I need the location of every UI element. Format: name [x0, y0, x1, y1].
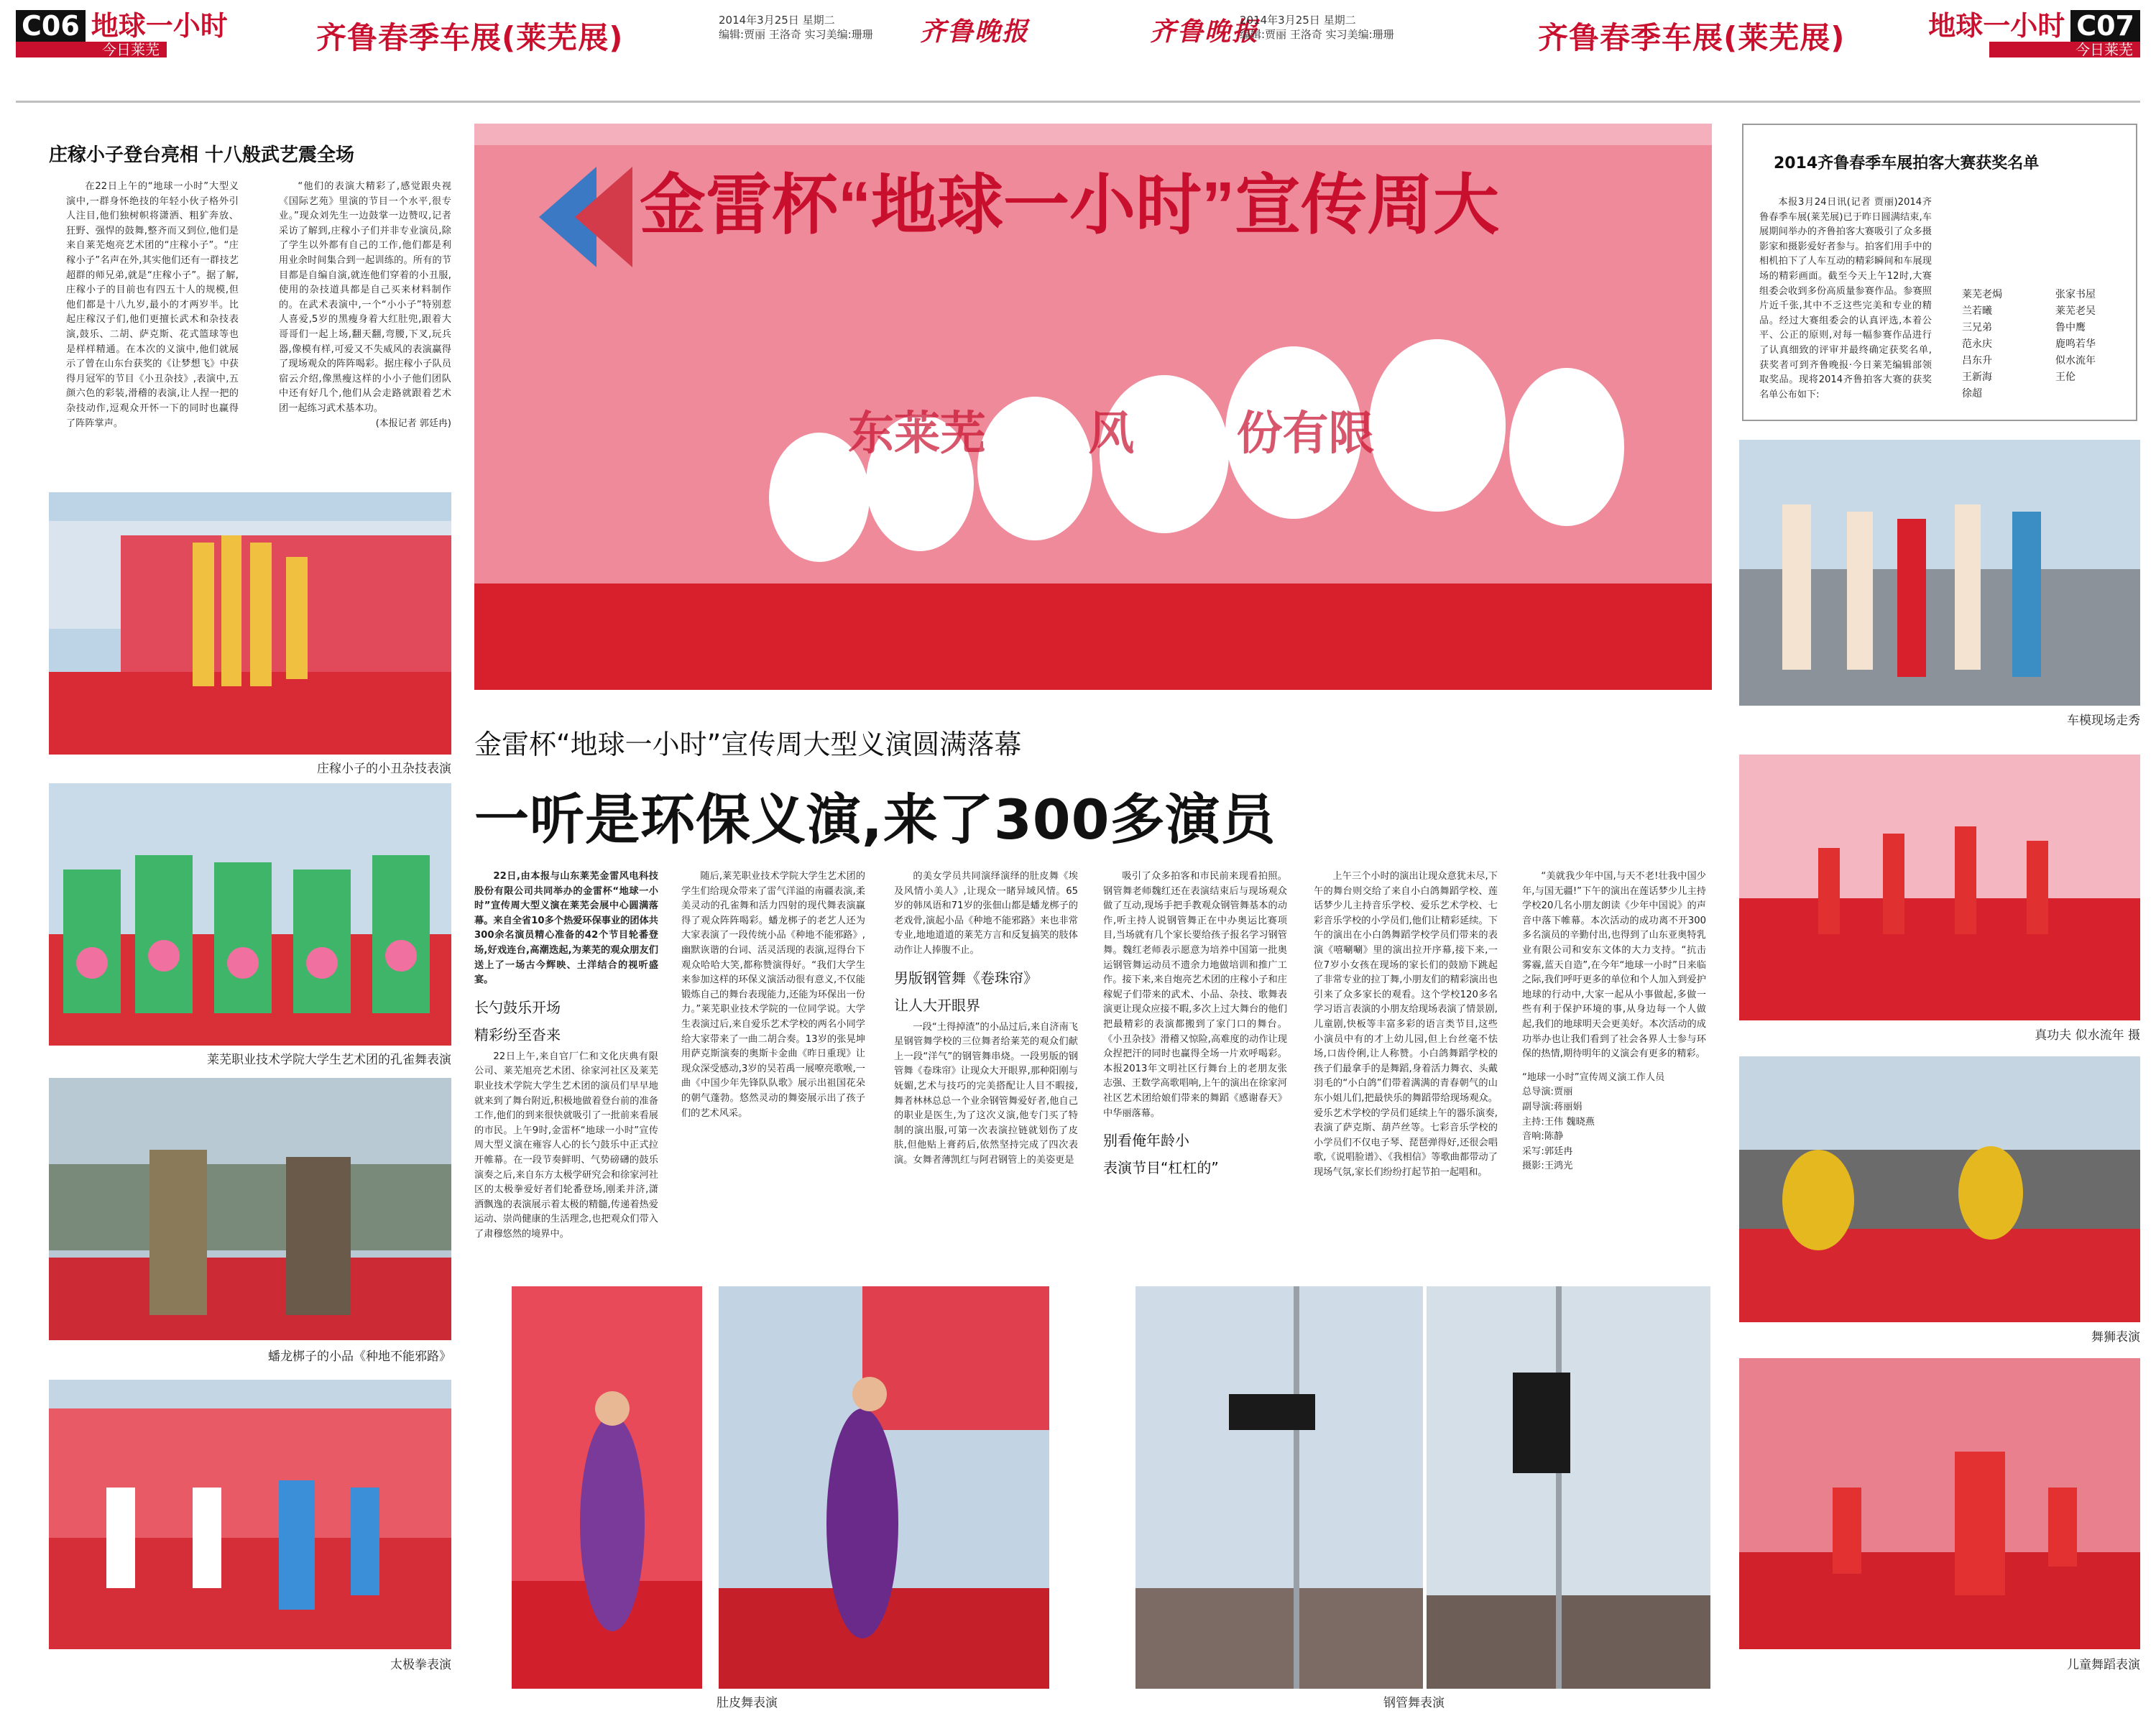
- caption-pole-dance: 钢管舞表演: [1383, 1696, 1445, 1710]
- left-meta-editors: 编辑:贾丽 王洛奇 实习美编:珊珊: [719, 28, 873, 41]
- award-names: [1962, 287, 2120, 402]
- right-page-number: C07: [2070, 10, 2140, 42]
- left-section-title: 齐鲁春季车展(莱芜展): [316, 20, 624, 55]
- left-story-headline: 庄稼小子登台亮相 十八般武艺震全场: [49, 144, 355, 166]
- right-page-name: 地球一小时: [1928, 10, 2065, 42]
- award-name: [2055, 387, 2120, 402]
- left-story-col1: [66, 180, 239, 481]
- photo-taichi: [49, 1380, 451, 1649]
- photo-kids-dance: [1739, 1358, 2140, 1649]
- photo-pole-dance-2: [1427, 1286, 1710, 1689]
- award-name: 吕东升: [1962, 355, 1992, 366]
- main-story-col2: [681, 870, 865, 1272]
- left-story-col2: [279, 180, 451, 481]
- award-title: 2014齐鲁春季车展拍客大赛获奖名单: [1774, 155, 2040, 172]
- award-name: 范永庆: [1962, 338, 1992, 350]
- caption-peacock-dance: 莱芜职业技术学院大学生艺术团的孔雀舞表演: [207, 1053, 451, 1067]
- caption-clown-acrobatics: 庄稼小子的小丑杂技表演: [317, 762, 451, 776]
- newspaper-logo-left: 齐鲁晚报: [920, 17, 1030, 47]
- right-meta-date: 2014年3月25日 星期二: [1240, 14, 1356, 27]
- main-story-col6-text: “美就我少年中国,与天不老!壮我中国少年,与国无疆!”下午的演出在莲话梦少儿主持学校20几名小朋友朗读《少年中国说》的声音中落下帷幕。本次活动的成功离不开300多名演员的辛勤付出,也得到了山东亚奥特乳业有限公司和安东文体的大力支持。“抗击雾霾,蓝天自造”,在今年“地球一小时”日来临之际,我们呼吁更多的单位和个人加入到爱护地球的行动中,大家一起从小事做起,多做一些有利于保护环境的事,从身边每一个人做起,我们的地球明天会更美好。本次活动的成功举办也让我们看到了社会各界人士参与环保的热情,期待明年的义演会有更多的精彩。: [1522, 871, 1706, 1060]
- award-name: 似水流年: [2055, 355, 2096, 366]
- main-story-col2-text: 随后,莱芜职业技术学院大学生艺术团的学生们给现众带来了雷气洋溢的南疆表演,柔美灵动的孔雀舞和活力四射的现代舞表演赢得了观众阵阵喝彩。蟠龙梆子的老艺人还为大家表演了一段传统小品《种地不能邪路》,幽默诙谐的台词、活灵活现的表演,逗得台下观众哈哈大笑,都称赞演得好。“我们大学生来参加这样的环保义演活动很有意义,不仅能锻炼自己的舞台表现能力,还能为环保出一份力。”莱芜职业技术学院的一位同学说。大学生表演过后,来自爱乐艺术学校的两名小同学给大家带来了一曲二胡合奏。13岁的张晃坤用萨克斯演奏的奥斯卡金曲《昨日重现》让现众深受感动,3岁的吴若禹一展嘹亮歌喉,一曲《中国少年先锋队队歌》展示出祖国花朵的朝气蓬勃。悠然灵动的舞姿展示出了孩子们的艺术风采。: [681, 871, 865, 1119]
- photo-skit: [49, 1078, 451, 1340]
- main-story-kicker: 金雷杯“地球一小时”宣传周大型义演圆满落幕: [474, 729, 1022, 760]
- main-story-col3-text: 的美女学员共同演绎演绎的肚皮舞《埃及风情小美人》,让现众一睹异域风情。65岁的韩凤语和71岁的张佃山都是蟠龙梆子的老戏骨,演起小品《种地不能邪路》来也非常专业,地地道道的莱芜方言和反复搞笑的肢体动作让人捧腹不止。: [894, 871, 1078, 956]
- caption-belly-dance: 肚皮舞表演: [717, 1696, 778, 1710]
- award-name: 莱芜老焗: [1962, 289, 2002, 300]
- staff-item: 副导演:蒋丽娟: [1522, 1101, 1583, 1112]
- left-story-col1-text: 在22日上午的“地球一小时”大型义演中,一群身怀绝技的年轻小伙子格外引人注目,他们独树帜将潇洒、粗犷奔放、狂野、强悍的鼓舞,整齐而又到位,他们是来自莱芜炮亮艺术团的“庄稼小子”。“庄稼小子”名声在外,其实他们还有一群技艺超群的师兄弟,就是“庄稼小子”。据了解,庄稼小子的目前也有四五十人的规模,但他们都是十八九岁,最小的才两岁半。比起庄稼汉子们,他们更擅长武术和杂技表演,鼓乐、二胡、萨克斯、花式篮球等也是样样精通。在本次的义演中,他们就展示了曾在山东台获奖的《让梦想飞》中获得月冠军的节目《小丑杂技》,表演中,五颜六色的彩装,滑稽的表演,让人捏一把的杂技动作,逗观众开怀一下的同时也赢得了阵阵掌声。: [66, 181, 239, 429]
- main-story-col1b-text: 22日上午,来自官厂仁和文化庆典有限公司、莱芜旭亮艺术团、徐家河社区及莱芜职业技术学院大学生艺术团的演员们早早地就来到了舞台附近,积极地做着登台前的准备工作,他们的到来很快就吸引了一批前来看展的市民。上午9时,金雷杯“地球一小时”宣传周大型义演在雍容人心的长勺鼓乐中正式拉开帷幕。在一段节奏鲜明、气势磅礴的鼓乐演奏之后,来自东方太极学研究会和徐家河社区的太极拳爱好者们轮番登场,刚柔并济,潇洒飘逸的表演展示着太极的精髓,传递着热爱运动、崇尚健康的生活理念,也把观众们带入了肃穆悠然的境界中。: [474, 1051, 658, 1240]
- caption-skit: 蟠龙梆子的小品《种地不能邪路》: [268, 1350, 451, 1364]
- main-story-subhead1: 长勺鼓乐开场: [474, 998, 561, 1016]
- photo-belly-dance-1: [512, 1286, 702, 1689]
- award-text: [1759, 195, 1932, 411]
- left-story-byline: (本报记者 郭廷冉): [375, 418, 451, 429]
- main-story-col5: [1314, 870, 1498, 1272]
- left-page-tag: [16, 10, 228, 57]
- main-photo-banner-sub: 东莱芜 风 份有限: [848, 407, 1375, 459]
- main-story-col4: [1103, 870, 1287, 1272]
- award-name: 莱芜老吴: [2055, 305, 2096, 317]
- caption-taichi: 太极拳表演: [390, 1658, 451, 1672]
- right-page-subtitle: 今日莱芜: [1989, 42, 2140, 57]
- staff-item: 摄影:王鸿光: [1522, 1161, 1573, 1172]
- award-text-body: 本报3月24日讯(记者 贾丽)2014齐鲁春季车展(莱芜展)已于昨日圆满结束,车展期间举办的齐鲁拍客大赛吸引了众多摄影家和摄影爱好者参与。拍客们用手中的相机拍下了人车互动的精彩瞬间和车展现场的精彩画面。截至今天上午12时,大赛组委会收到多份高质量参赛作品。参赛照片近千张,其中不乏这些完美和专业的精品。经过大赛组委会的认真评选,本着公平、公正的原则,对每一幅参赛作品进行了认真细致的评审并最终确定获奖名单,获奖者可到齐鲁晚报·今日莱芜编辑部领取奖品。现将2014齐鲁拍客大赛的获奖名单公布如下:: [1759, 197, 1932, 400]
- right-meta: [1240, 13, 1394, 42]
- right-meta-editors: 编辑:贾丽 王洛奇 实习美编:珊珊: [1240, 28, 1394, 41]
- award-name: 张家书屋: [2055, 289, 2096, 300]
- staff-title: “地球一小时”宣传周义演工作人员: [1522, 1071, 1665, 1083]
- main-story-subhead2b: 让人大开眼界: [894, 996, 980, 1014]
- left-page-number: C06: [16, 10, 86, 42]
- award-name: 王伦: [2055, 372, 2076, 383]
- caption-kids-dance: 儿童舞蹈表演: [2067, 1658, 2140, 1672]
- award-name: 三兄弟: [1962, 322, 1992, 333]
- main-story-col5-text: 上午三个小时的演出让现众意犹未尽,下午的舞台则交给了来自小白鸽舞蹈学校、莲话梦少儿主持音乐学校、爱乐艺术学校、七彩音乐学校的小学员们,他们让精彩延续。下午的演出在小白鸽舞蹈学校学员们带来的表演《嘻唰唰》里的演出拉开序幕,接下来,一位7岁小女孩在现场的家长们的鼓励下跳起了非常专业的拉丁舞,小朋友们的精彩演出也引来了众多家长的观看。这个学校120多名学习语言表演的小朋友给现场表演了情景剧,儿童剧,快板等丰富多彩的语言类节目,这些小演员中有的才上幼儿园,但上台丝毫不怯场,口齿伶俐,让人称赞。小白鸽舞蹈学校的孩子们最拿手的是舞蹈,身着活力舞衣、头戴羽毛的“小白鸽”们带着满满的青春朝气的山东小姐儿们,把最快乐的舞蹈带给现场观众。爱乐艺术学校的学员们延续上午的器乐演奏,表演了萨克斯、葫芦丝等。七彩音乐学校的小学员们不仅电子琴、琵琶弹得好,还很会唱歌,《说唱脸谱》、《我相信》等歌曲都带动了现场气氛,家长们纷纷打起节拍一起唱和。: [1314, 871, 1498, 1178]
- left-meta-date: 2014年3月25日 星期二: [719, 14, 835, 27]
- award-name: 王新海: [1962, 372, 1992, 383]
- caption-car-models: 车模现场走秀: [2067, 714, 2140, 728]
- staff-item: 采写:郭廷冉: [1522, 1145, 1573, 1157]
- main-story-col1: [474, 870, 658, 1272]
- photo-car-models: [1739, 440, 2140, 706]
- photo-main-ballet: [474, 124, 1712, 690]
- left-page-name: 地球一小时: [91, 10, 228, 42]
- photo-lion-dance: [1739, 1056, 2140, 1322]
- photo-belly-dance-2: [719, 1286, 1049, 1689]
- staff-item: 主持:王伟 魏晓燕: [1522, 1116, 1595, 1127]
- main-story-subhead2: 男版钢管舞《卷珠帘》: [894, 969, 1038, 987]
- photo-peacock-dance: [49, 783, 451, 1046]
- main-story-subhead3b: 表演节目“杠杠的”: [1103, 1159, 1219, 1177]
- staff-item: 总导演:贾丽: [1522, 1087, 1573, 1098]
- main-story-col3b-text: 一段“土得掉渣”的小品过后,来自济南飞星钢管舞学校的三位舞者给莱芜的观众们献上一段“洋气”的钢管舞串烧。一段男版的钢管舞《卷珠帘》让现众大开眼界,那种阳刚与妩媚,艺术与技巧的完美搭配让人目不暇接,舞者林林总总一个业余钢管舞爱好者,他自己的职业是医生,为了这次义演,他专门买了特制的演出服,可第一次表演拉链就划伤了皮肤,但他贴上膏药后,依然坚持完成了四次表演。女舞者薄凯红与阿君钢管上的美姿更是: [894, 1021, 1078, 1166]
- right-page-tag: [1928, 10, 2140, 57]
- main-story-col3: [894, 870, 1078, 1272]
- photo-clown-acrobatics: [49, 492, 451, 755]
- main-story-col6: [1522, 870, 1706, 1272]
- main-story-subhead3: 别看俺年龄小: [1103, 1132, 1189, 1150]
- staff-list: [1522, 1071, 1706, 1174]
- award-name: 鲁中鹰: [2055, 322, 2086, 333]
- left-story-col2-text: “他们的表演大精彩了,感觉跟央视《国际艺苑》里演的节目一个水平,很专业。”现众刘先生一边鼓掌一边赞叹,记者采访了解到,庄稼小子们并非专业演员,除了学生以外都有自己的工作,他们都是利用业余时间集合到一起训练的。所有的节目都是自编自演,就连他们穿着的小丑服,使用的杂技道具都是自己买来材料制作的。在武术表演中,一个“小小子”特别惹人喜爱,5岁的黑瘦身着大红肚兜,跟着大哥哥们一起上场,翻天翻,弯腰,下叉,玩兵器,像模有样,可爱又不失威风的表演赢得了现场观众的阵阵喝彩。据庄稼小子队员宿云介绍,像黑瘦这样的小小子他们团队中还有好几个,他们从会走路就跟着艺术团一起练习武术基本功。: [279, 181, 451, 414]
- award-name: 徐超: [1962, 388, 1982, 400]
- award-name: 鹿鸣若华: [2055, 338, 2096, 350]
- left-page-subtitle: 今日莱芜: [16, 42, 167, 57]
- newspaper-logo-right: 齐鲁晚报: [1150, 17, 1260, 47]
- award-name: 兰若曦: [1962, 305, 1992, 317]
- main-story-col4-text: 吸引了众多拍客和市民前来现看拍照。钢管舞老师魏红还在表演结束后与现场观众做了互动,现场手把手教观众钢管舞基本的动作,听主持人说钢管舞正在中办奥运比赛项目,当场就有几个家长要给孩子报名学习钢管舞。魏红老师表示愿意为培养中国第一批奥运钢管舞运动员不遗余力地做培训和推广工作。接下来,来自炮亮艺术团的庄稼小子和庄稼妮子们带来的武术、小品、杂技、歌舞表演更让现众应接不暇,多次上过大舞台的他们把最精彩的表演都搬到了家门口的舞台。《小丑杂技》滑稽又惊险,高难度的动作让现众捏把汗的同时也赢得全场一片欢呼喝彩。本报2013年文明社区行舞台上的老朋友张志强、王数学高歌唱响,上午的演出在徐家河社区艺术团给娘们带来的舞蹈《感谢春天》中华丽落幕。: [1103, 871, 1287, 1119]
- photo-kungfu: [1739, 755, 2140, 1020]
- main-story-lead: 22日,由本报与山东莱芜金雷风电科技股份有限公司共同举办的金雷杯“地球一小时”宣传周大型义演在莱芜会展中心圆满落幕。来自全省10多个热爱环保事业的团体共300余名演员精心准备的42个节目轮番登场,好戏连台,高潮迭起,为莱芜的观众朋友们送上了一场古今辉映、土洋结合的视听盛宴。: [474, 871, 658, 986]
- caption-kungfu: 真功夫 似水流年 摄: [2035, 1028, 2140, 1043]
- photo-pole-dance-1: [1135, 1286, 1423, 1689]
- main-photo-banner: 金雷杯“地球一小时”宣传周大: [640, 169, 1500, 242]
- main-story-subhead1b: 精彩纷至沓来: [474, 1025, 561, 1043]
- header-rule: [16, 101, 2140, 103]
- right-section-title: 齐鲁春季车展(莱芜展): [1538, 20, 1846, 55]
- main-story-headline: 一听是环保义演,来了300多演员: [474, 788, 1276, 852]
- caption-lion-dance: 舞狮表演: [2091, 1330, 2140, 1345]
- staff-item: 音响:陈静: [1522, 1131, 1564, 1143]
- left-meta: [719, 13, 873, 42]
